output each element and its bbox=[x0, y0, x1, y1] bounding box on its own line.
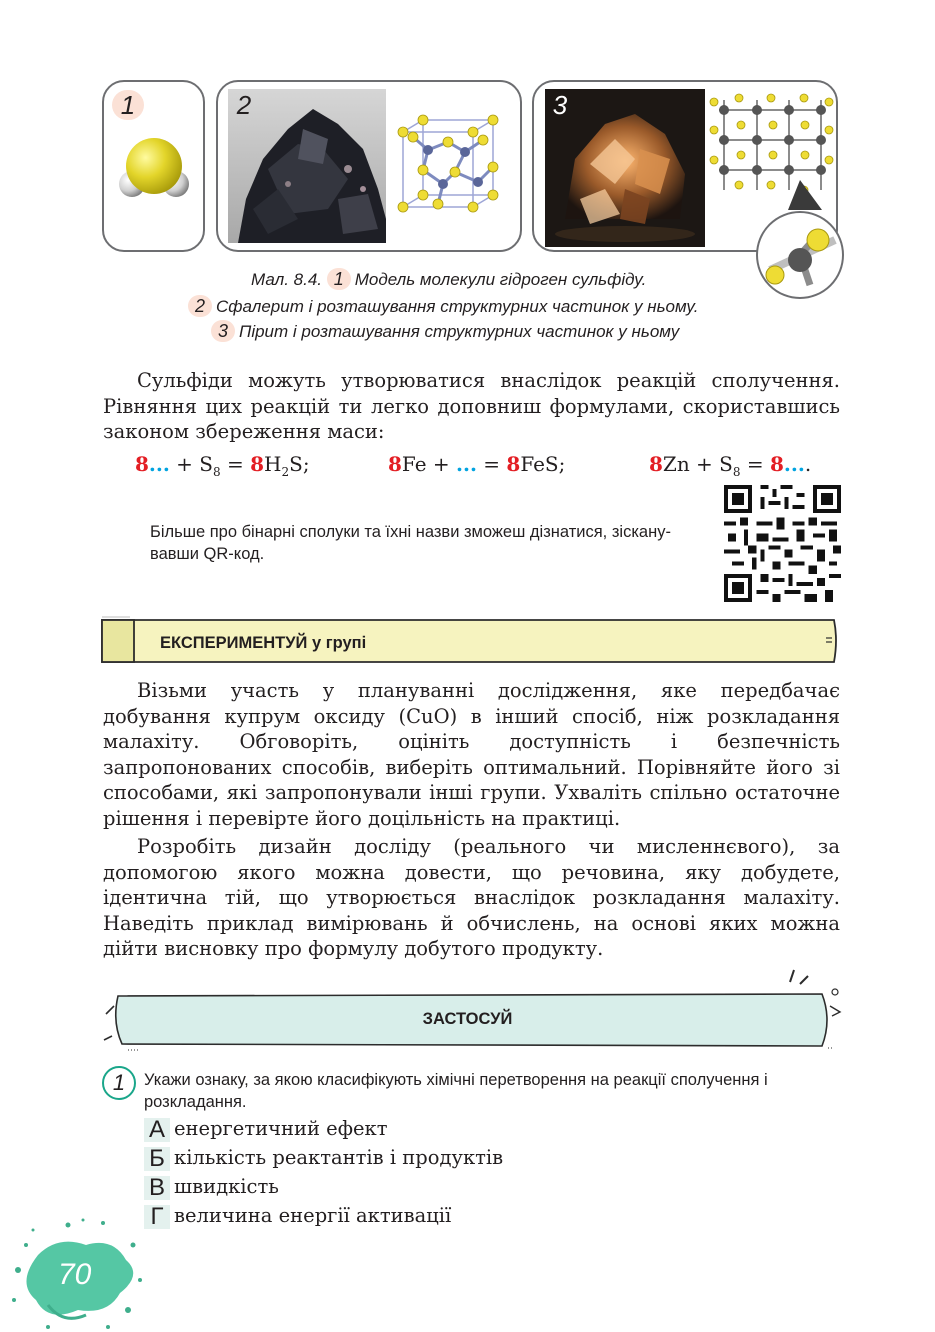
blank-placeholder: ... bbox=[783, 452, 805, 476]
pyrite-bond-zoom-inset bbox=[750, 180, 846, 300]
formula-part: S; bbox=[289, 452, 310, 476]
figure-caption-line-3 bbox=[211, 320, 679, 342]
subscript: 8 bbox=[732, 465, 741, 479]
coefficient: 8 bbox=[649, 452, 663, 476]
equation-2 bbox=[388, 452, 565, 476]
formula-part: Fe + bbox=[401, 452, 457, 476]
formula-part: H bbox=[264, 452, 282, 476]
panel-number-badge: 2 bbox=[236, 90, 252, 120]
blank-placeholder: ... bbox=[456, 452, 477, 476]
option-text: кількість реактантів і продуктів bbox=[174, 1146, 504, 1169]
qr-code-note: Більше про бінарні сполуки та їхні назви зможеш дізнатися, зісканувавши QR-код. bbox=[150, 523, 671, 563]
option-letter: Б bbox=[144, 1147, 170, 1171]
caption-text: Модель молекули гідроген сульфіду. bbox=[354, 270, 647, 289]
caption-badge: 1 bbox=[327, 268, 351, 290]
answer-option-c[interactable] bbox=[144, 1175, 279, 1200]
blank-placeholder: ... bbox=[148, 452, 170, 476]
apply-title: ЗАСТОСУЙ bbox=[422, 1010, 513, 1028]
option-letter: А bbox=[144, 1118, 170, 1142]
coefficient: 8 bbox=[135, 452, 149, 476]
caption-text: Пірит і розташування структурних частинок у ньому bbox=[239, 322, 680, 341]
option-text: швидкість bbox=[174, 1175, 279, 1198]
option-text: величина енергії активації bbox=[174, 1204, 452, 1227]
figure-caption-line-1 bbox=[251, 268, 646, 290]
subscript: 8 bbox=[213, 465, 221, 479]
figure-caption-line-2 bbox=[188, 295, 699, 317]
caption-text: Сфалерит і розташування структурних частинок у ньому. bbox=[216, 297, 699, 316]
panel-number-badge: 3 bbox=[552, 90, 568, 120]
formula-part: + S bbox=[169, 452, 213, 476]
equals: = bbox=[740, 452, 770, 476]
experiment-paragraph-2: Розробіть дизайн досліду (реального чи мисленнєвого), за допомогою якого можна довести, що речовина, яку добудете, ідентична тій, що утворюється внаслідок розкладання малахіту. Наведіть приклад вимірювань й обчислень, на основі яких можна дійти висновку про формулу добутого продукту. bbox=[103, 835, 840, 961]
intro-paragraph: Сульфіди можуть утворюватися внаслідок реакцій сполучення. Рівняння цих реакцій ти легко доповниш формулами, скориставшись законом збереження маси: bbox=[103, 369, 840, 444]
equation-1 bbox=[135, 452, 310, 479]
caption-badge: 2 bbox=[188, 295, 212, 317]
answer-option-a[interactable] bbox=[144, 1117, 388, 1142]
equals: = bbox=[476, 452, 507, 476]
caption-badge: 3 bbox=[211, 320, 235, 342]
answer-option-d[interactable] bbox=[144, 1204, 451, 1229]
question-number-badge: 1 bbox=[102, 1066, 136, 1100]
subscript: 2 bbox=[281, 465, 290, 479]
option-letter: Г bbox=[144, 1205, 170, 1229]
qr-code-image[interactable] bbox=[724, 485, 841, 602]
question-text: Укажи ознаку, за якою класифікують хімічні перетворення на реакції сполучення і розкладання. bbox=[144, 1071, 768, 1111]
answer-option-b[interactable] bbox=[144, 1146, 503, 1171]
figure-panel-1 bbox=[102, 80, 205, 252]
coefficient: 8 bbox=[388, 452, 402, 476]
formula-part: FeS; bbox=[520, 452, 566, 476]
option-text: енергетичний ефект bbox=[174, 1117, 388, 1140]
h2s-molecule-model-image bbox=[118, 132, 190, 212]
experiment-title: ЕКСПЕРИМЕНТУЙ у групі bbox=[160, 634, 367, 652]
coefficient: 8 bbox=[506, 452, 521, 476]
sphalerite-crystal-structure-diagram bbox=[393, 112, 513, 227]
equation-3 bbox=[649, 452, 811, 479]
figure-label: Мал. 8.4. bbox=[251, 270, 323, 289]
option-letter: В bbox=[144, 1176, 170, 1200]
equals: = bbox=[220, 452, 251, 476]
formula-part: . bbox=[804, 452, 812, 476]
page-number: 70 bbox=[58, 1258, 92, 1291]
formula-part: Zn + S bbox=[662, 452, 733, 476]
experiment-paragraph-1: Візьми участь у плануванні дослідження, яке передбачає добування купрум оксиду (CuO) в інший спосіб, ніж розкладання малахіту. Обговоріть, оцініть доступність і безпечність запропонованих способів, виберіть оптимальний. Порівняйте його зі способами, які запропонували інші групи. Ухваліть спільно остаточне рішення і перевірте його доцільність на практиці. bbox=[103, 679, 840, 830]
panel-number-badge: 1 bbox=[112, 90, 144, 120]
coefficient: 8 bbox=[250, 452, 265, 476]
coefficient: 8 bbox=[770, 452, 784, 476]
figure-panel-2 bbox=[216, 80, 522, 252]
